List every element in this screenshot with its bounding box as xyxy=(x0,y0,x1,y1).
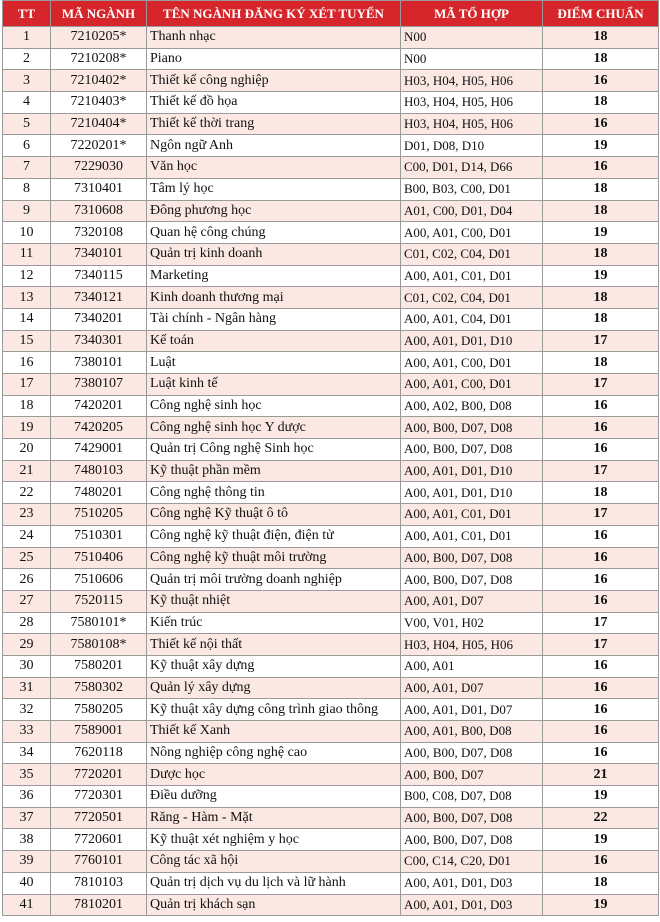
table-row xyxy=(3,287,659,309)
cell-ma-to-hop: C00, C14, C20, D01 xyxy=(401,851,543,873)
cell-ten-nganh: Công nghệ Kỹ thuật ô tô xyxy=(147,504,401,526)
cell-ma-to-hop: A00, A01, D01, D03 xyxy=(401,894,543,916)
cell-diem-chuan: 16 xyxy=(543,677,659,699)
cell-ten-nganh: Marketing xyxy=(147,265,401,287)
cell-diem-chuan: 16 xyxy=(543,569,659,591)
cell-ma-to-hop: A00, A01, C01, D01 xyxy=(401,525,543,547)
cell-ma-to-hop: A00, B00, D07, D08 xyxy=(401,547,543,569)
cell-ma-nganh: 7480103 xyxy=(51,460,147,482)
cell-tt: 7 xyxy=(3,157,51,179)
cell-ma-to-hop: A00, B00, D07, D08 xyxy=(401,439,543,461)
cell-ma-nganh: 7720201 xyxy=(51,764,147,786)
cell-ma-to-hop: A00, A01, C00, D01 xyxy=(401,352,543,374)
cell-ma-nganh: 7720501 xyxy=(51,807,147,829)
table-row xyxy=(3,764,659,786)
cell-tt: 21 xyxy=(3,460,51,482)
table-row xyxy=(3,178,659,200)
cell-ma-nganh: 7810103 xyxy=(51,872,147,894)
cell-ten-nganh: Thiết kế Xanh xyxy=(147,721,401,743)
table-row xyxy=(3,547,659,569)
cell-diem-chuan: 19 xyxy=(543,829,659,851)
table-row xyxy=(3,742,659,764)
cell-tt: 36 xyxy=(3,786,51,808)
table-row xyxy=(3,113,659,135)
cell-diem-chuan: 16 xyxy=(543,113,659,135)
cell-diem-chuan: 22 xyxy=(543,807,659,829)
cell-ma-to-hop: C00, D01, D14, D66 xyxy=(401,157,543,179)
cell-diem-chuan: 19 xyxy=(543,894,659,916)
cell-diem-chuan: 16 xyxy=(543,699,659,721)
cell-tt: 29 xyxy=(3,634,51,656)
cell-tt: 20 xyxy=(3,439,51,461)
cell-tt: 18 xyxy=(3,395,51,417)
cell-ten-nganh: Quản trị môi trường doanh nghiệp xyxy=(147,569,401,591)
cell-diem-chuan: 16 xyxy=(543,655,659,677)
cell-ma-nganh: 7340115 xyxy=(51,265,147,287)
cell-ma-to-hop: H03, H04, H05, H06 xyxy=(401,92,543,114)
cell-diem-chuan: 16 xyxy=(543,525,659,547)
cell-ten-nganh: Kỹ thuật xét nghiệm y học xyxy=(147,829,401,851)
cell-tt: 22 xyxy=(3,482,51,504)
table-row xyxy=(3,786,659,808)
cell-ma-to-hop: A00, B00, D07 xyxy=(401,764,543,786)
cell-diem-chuan: 18 xyxy=(543,308,659,330)
cell-ma-nganh: 7210403* xyxy=(51,92,147,114)
cell-tt: 9 xyxy=(3,200,51,222)
cell-ma-nganh: 7310608 xyxy=(51,200,147,222)
cell-ma-to-hop: A00, A01, D07 xyxy=(401,677,543,699)
cell-diem-chuan: 16 xyxy=(543,742,659,764)
cell-ma-nganh: 7380107 xyxy=(51,374,147,396)
cell-ma-nganh: 7580302 xyxy=(51,677,147,699)
cell-ma-nganh: 7510205 xyxy=(51,504,147,526)
cell-tt: 15 xyxy=(3,330,51,352)
table-header xyxy=(3,1,659,27)
cell-ten-nganh: Quản trị khách sạn xyxy=(147,894,401,916)
cell-ma-to-hop: H03, H04, H05, H06 xyxy=(401,70,543,92)
cell-diem-chuan: 16 xyxy=(543,70,659,92)
cell-diem-chuan: 18 xyxy=(543,243,659,265)
cell-ma-to-hop: H03, H04, H05, H06 xyxy=(401,634,543,656)
cell-tt: 4 xyxy=(3,92,51,114)
cell-ten-nganh: Dược học xyxy=(147,764,401,786)
cell-ma-to-hop: A00, A01, D01, D07 xyxy=(401,699,543,721)
cell-ma-to-hop: A00, A01, D01, D10 xyxy=(401,460,543,482)
cell-ten-nganh: Thiết kế thời trang xyxy=(147,113,401,135)
cell-ma-nganh: 7210404* xyxy=(51,113,147,135)
cell-tt: 32 xyxy=(3,699,51,721)
table-row xyxy=(3,222,659,244)
table-row xyxy=(3,395,659,417)
cell-diem-chuan: 16 xyxy=(543,590,659,612)
cell-ma-nganh: 7580205 xyxy=(51,699,147,721)
cell-diem-chuan: 16 xyxy=(543,721,659,743)
cell-diem-chuan: 18 xyxy=(543,178,659,200)
cell-ten-nganh: Kỹ thuật nhiệt xyxy=(147,590,401,612)
cell-diem-chuan: 21 xyxy=(543,764,659,786)
table-row xyxy=(3,135,659,157)
cell-ma-nganh: 7320108 xyxy=(51,222,147,244)
table-row xyxy=(3,70,659,92)
cell-ten-nganh: Quản trị Công nghệ Sinh học xyxy=(147,439,401,461)
cell-tt: 16 xyxy=(3,352,51,374)
cell-ma-to-hop: B00, C08, D07, D08 xyxy=(401,786,543,808)
cell-ma-nganh: 7340101 xyxy=(51,243,147,265)
cell-ten-nganh: Tài chính - Ngân hàng xyxy=(147,308,401,330)
cell-tt: 14 xyxy=(3,308,51,330)
cell-ma-to-hop: A00, A01, C00, D01 xyxy=(401,374,543,396)
cell-tt: 6 xyxy=(3,135,51,157)
cell-ma-to-hop: A00, A01, D01, D03 xyxy=(401,872,543,894)
cell-diem-chuan: 16 xyxy=(543,395,659,417)
cell-ma-nganh: 7580201 xyxy=(51,655,147,677)
cell-ma-nganh: 7340301 xyxy=(51,330,147,352)
table-body xyxy=(3,27,659,916)
table-row xyxy=(3,525,659,547)
table-row xyxy=(3,677,659,699)
cell-diem-chuan: 17 xyxy=(543,460,659,482)
cell-diem-chuan: 18 xyxy=(543,287,659,309)
table-row xyxy=(3,27,659,49)
cell-tt: 1 xyxy=(3,27,51,49)
cell-diem-chuan: 17 xyxy=(543,634,659,656)
cell-ten-nganh: Nông nghiệp công nghệ cao xyxy=(147,742,401,764)
cell-diem-chuan: 18 xyxy=(543,352,659,374)
cell-ten-nganh: Công nghệ kỹ thuật môi trường xyxy=(147,547,401,569)
cell-ten-nganh: Quản lý xây dựng xyxy=(147,677,401,699)
cell-ma-nganh: 7380101 xyxy=(51,352,147,374)
cell-ten-nganh: Kinh doanh thương mại xyxy=(147,287,401,309)
cell-diem-chuan: 17 xyxy=(543,330,659,352)
cell-ten-nganh: Thanh nhạc xyxy=(147,27,401,49)
cell-ten-nganh: Kỹ thuật xây dựng công trình giao thông xyxy=(147,699,401,721)
cell-tt: 17 xyxy=(3,374,51,396)
cell-ma-to-hop: A00, A02, B00, D08 xyxy=(401,395,543,417)
cell-ma-nganh: 7210402* xyxy=(51,70,147,92)
cell-ma-nganh: 7580101* xyxy=(51,612,147,634)
cell-diem-chuan: 17 xyxy=(543,374,659,396)
cell-diem-chuan: 17 xyxy=(543,612,659,634)
cell-diem-chuan: 18 xyxy=(543,92,659,114)
cell-ten-nganh: Văn học xyxy=(147,157,401,179)
cell-ma-nganh: 7210205* xyxy=(51,27,147,49)
cell-ten-nganh: Kỹ thuật xây dựng xyxy=(147,655,401,677)
table-row xyxy=(3,308,659,330)
header-ma-nganh: MÃ NGÀNH xyxy=(51,1,147,27)
cell-tt: 30 xyxy=(3,655,51,677)
header-row xyxy=(3,1,659,27)
table-row xyxy=(3,92,659,114)
cell-ten-nganh: Thiết kế công nghiệp xyxy=(147,70,401,92)
header-ma-to-hop: MÃ TỔ HỢP xyxy=(401,1,543,27)
cell-ten-nganh: Piano xyxy=(147,48,401,70)
cell-diem-chuan: 19 xyxy=(543,786,659,808)
cell-ma-nganh: 7720601 xyxy=(51,829,147,851)
table-row xyxy=(3,157,659,179)
cell-ma-to-hop: D01, D08, D10 xyxy=(401,135,543,157)
table-row xyxy=(3,482,659,504)
cell-ten-nganh: Kiến trúc xyxy=(147,612,401,634)
cell-diem-chuan: 16 xyxy=(543,851,659,873)
cell-ten-nganh: Thiết kế nội thất xyxy=(147,634,401,656)
cell-ma-to-hop: C01, C02, C04, D01 xyxy=(401,287,543,309)
cell-tt: 35 xyxy=(3,764,51,786)
table-row xyxy=(3,243,659,265)
cell-ma-nganh: 7720301 xyxy=(51,786,147,808)
table-row xyxy=(3,439,659,461)
cell-ma-to-hop: A00, B00, D07, D08 xyxy=(401,807,543,829)
table-row xyxy=(3,655,659,677)
cell-ten-nganh: Thiết kế đồ họa xyxy=(147,92,401,114)
cell-tt: 24 xyxy=(3,525,51,547)
cell-ma-nganh: 7589001 xyxy=(51,721,147,743)
header-ten-nganh: TÊN NGÀNH ĐĂNG KÝ XÉT TUYỂN xyxy=(147,1,401,27)
table-row xyxy=(3,829,659,851)
cell-ma-nganh: 7210208* xyxy=(51,48,147,70)
cell-tt: 8 xyxy=(3,178,51,200)
cell-ma-nganh: 7220201* xyxy=(51,135,147,157)
cell-tt: 34 xyxy=(3,742,51,764)
cell-ma-to-hop: A00, A01, D07 xyxy=(401,590,543,612)
cell-ten-nganh: Công nghệ sinh học xyxy=(147,395,401,417)
table-row xyxy=(3,352,659,374)
cell-ten-nganh: Công tác xã hội xyxy=(147,851,401,873)
cell-ma-nganh: 7420205 xyxy=(51,417,147,439)
table-row xyxy=(3,417,659,439)
cell-ma-to-hop: C01, C02, C04, D01 xyxy=(401,243,543,265)
cell-diem-chuan: 16 xyxy=(543,157,659,179)
cell-tt: 10 xyxy=(3,222,51,244)
cell-ma-to-hop: A00, A01, C01, D01 xyxy=(401,265,543,287)
table-row xyxy=(3,612,659,634)
cell-diem-chuan: 18 xyxy=(543,48,659,70)
cell-ma-nganh: 7510606 xyxy=(51,569,147,591)
table-row xyxy=(3,634,659,656)
table-row xyxy=(3,330,659,352)
cell-ma-to-hop: H03, H04, H05, H06 xyxy=(401,113,543,135)
cell-ma-to-hop: A00, A01, D01, D10 xyxy=(401,330,543,352)
cell-ma-to-hop: A00, B00, D07, D08 xyxy=(401,742,543,764)
cell-ten-nganh: Kỹ thuật phần mềm xyxy=(147,460,401,482)
cell-tt: 13 xyxy=(3,287,51,309)
cell-tt: 31 xyxy=(3,677,51,699)
cell-ma-to-hop: A00, A01, B00, D08 xyxy=(401,721,543,743)
cell-ma-to-hop: A00, A01, C01, D01 xyxy=(401,504,543,526)
cell-ma-to-hop: A00, B00, D07, D08 xyxy=(401,417,543,439)
cell-diem-chuan: 19 xyxy=(543,265,659,287)
table-row xyxy=(3,699,659,721)
cell-ma-nganh: 7310401 xyxy=(51,178,147,200)
cell-ten-nganh: Đông phương học xyxy=(147,200,401,222)
cell-diem-chuan: 17 xyxy=(543,504,659,526)
cell-diem-chuan: 16 xyxy=(543,547,659,569)
cell-ma-to-hop: A00, B00, D07, D08 xyxy=(401,569,543,591)
header-tt: TT xyxy=(3,1,51,27)
table-row xyxy=(3,807,659,829)
table-row xyxy=(3,265,659,287)
cell-ma-to-hop: V00, V01, H02 xyxy=(401,612,543,634)
cell-ma-nganh: 7340201 xyxy=(51,308,147,330)
cell-diem-chuan: 16 xyxy=(543,439,659,461)
cell-ma-to-hop: A00, B00, D07, D08 xyxy=(401,829,543,851)
cell-tt: 26 xyxy=(3,569,51,591)
cell-tt: 41 xyxy=(3,894,51,916)
cell-diem-chuan: 18 xyxy=(543,482,659,504)
cell-diem-chuan: 18 xyxy=(543,27,659,49)
table-row xyxy=(3,851,659,873)
cell-ma-to-hop: B00, B03, C00, D01 xyxy=(401,178,543,200)
table-row xyxy=(3,504,659,526)
cell-ten-nganh: Công nghệ thông tin xyxy=(147,482,401,504)
cell-ma-to-hop: A00, A01, D01, D10 xyxy=(401,482,543,504)
cell-ten-nganh: Luật xyxy=(147,352,401,374)
table-row xyxy=(3,374,659,396)
cell-tt: 12 xyxy=(3,265,51,287)
cell-tt: 23 xyxy=(3,504,51,526)
cell-ma-nganh: 7420201 xyxy=(51,395,147,417)
cell-ma-nganh: 7229030 xyxy=(51,157,147,179)
cell-ten-nganh: Công nghệ kỹ thuật điện, điện tử xyxy=(147,525,401,547)
cell-ten-nganh: Ngôn ngữ Anh xyxy=(147,135,401,157)
cell-tt: 38 xyxy=(3,829,51,851)
cell-ten-nganh: Công nghệ sinh học Y dược xyxy=(147,417,401,439)
cell-ma-nganh: 7520115 xyxy=(51,590,147,612)
cell-ma-nganh: 7620118 xyxy=(51,742,147,764)
cell-tt: 27 xyxy=(3,590,51,612)
cell-ten-nganh: Điều dưỡng xyxy=(147,786,401,808)
cell-ma-to-hop: A00, A01 xyxy=(401,655,543,677)
cell-ma-to-hop: A00, A01, C00, D01 xyxy=(401,222,543,244)
cell-tt: 5 xyxy=(3,113,51,135)
cell-ma-nganh: 7340121 xyxy=(51,287,147,309)
table-row xyxy=(3,721,659,743)
cell-ma-nganh: 7510406 xyxy=(51,547,147,569)
cell-diem-chuan: 18 xyxy=(543,200,659,222)
cell-ten-nganh: Kế toán xyxy=(147,330,401,352)
cell-ma-nganh: 7510301 xyxy=(51,525,147,547)
cell-tt: 39 xyxy=(3,851,51,873)
cell-tt: 11 xyxy=(3,243,51,265)
cell-ma-nganh: 7480201 xyxy=(51,482,147,504)
cell-diem-chuan: 18 xyxy=(543,872,659,894)
cell-tt: 33 xyxy=(3,721,51,743)
cell-diem-chuan: 19 xyxy=(543,222,659,244)
cell-ma-to-hop: A01, C00, D01, D04 xyxy=(401,200,543,222)
table-row xyxy=(3,872,659,894)
cell-tt: 37 xyxy=(3,807,51,829)
cell-tt: 2 xyxy=(3,48,51,70)
cell-diem-chuan: 19 xyxy=(543,135,659,157)
table-row xyxy=(3,590,659,612)
cell-ten-nganh: Quan hệ công chúng xyxy=(147,222,401,244)
table-row xyxy=(3,569,659,591)
table-row xyxy=(3,200,659,222)
cell-ten-nganh: Tâm lý học xyxy=(147,178,401,200)
cell-tt: 3 xyxy=(3,70,51,92)
admission-score-table xyxy=(2,0,659,916)
cell-tt: 19 xyxy=(3,417,51,439)
cell-tt: 28 xyxy=(3,612,51,634)
cell-ma-to-hop: N00 xyxy=(401,48,543,70)
cell-ma-to-hop: N00 xyxy=(401,27,543,49)
cell-tt: 40 xyxy=(3,872,51,894)
cell-ten-nganh: Luật kinh tế xyxy=(147,374,401,396)
table-row xyxy=(3,48,659,70)
cell-tt: 25 xyxy=(3,547,51,569)
cell-ten-nganh: Răng - Hàm - Mặt xyxy=(147,807,401,829)
cell-ma-to-hop: A00, A01, C04, D01 xyxy=(401,308,543,330)
cell-ten-nganh: Quản trị kinh doanh xyxy=(147,243,401,265)
table-row xyxy=(3,894,659,916)
cell-ma-nganh: 7580108* xyxy=(51,634,147,656)
cell-diem-chuan: 16 xyxy=(543,417,659,439)
header-diem-chuan: ĐIỂM CHUẨN xyxy=(543,1,659,27)
cell-ma-nganh: 7760101 xyxy=(51,851,147,873)
table-row xyxy=(3,460,659,482)
cell-ma-nganh: 7810201 xyxy=(51,894,147,916)
cell-ma-nganh: 7429001 xyxy=(51,439,147,461)
cell-ten-nganh: Quản trị dịch vụ du lịch và lữ hành xyxy=(147,872,401,894)
